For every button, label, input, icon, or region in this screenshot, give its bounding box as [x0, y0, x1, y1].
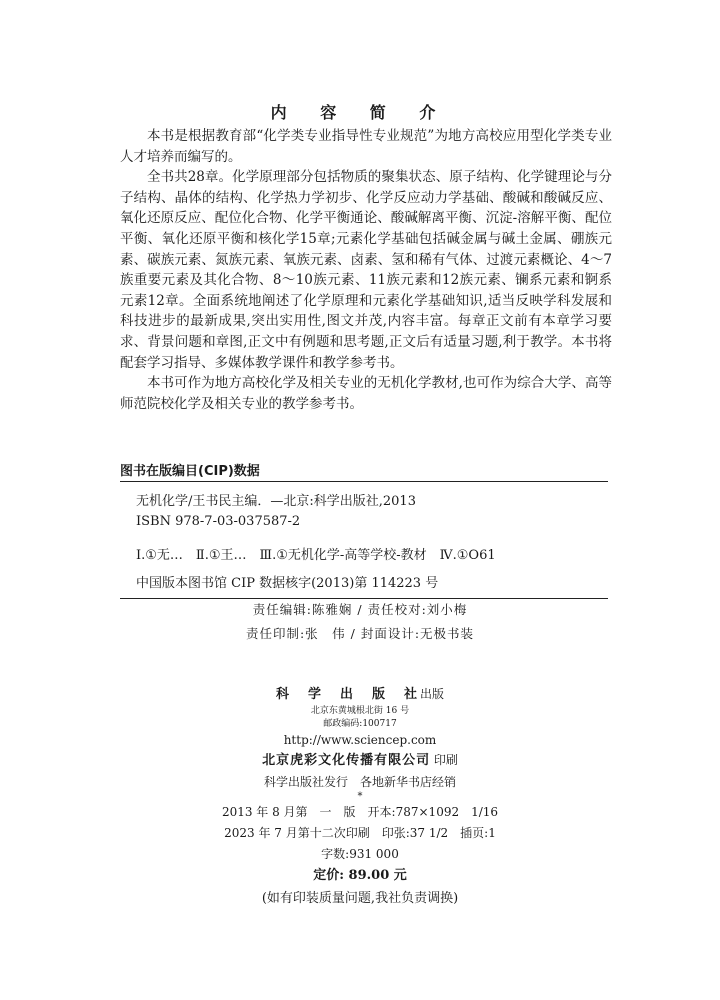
printer-name: 北京虎彩文化传播有限公司 [262, 753, 431, 768]
cip-line-title: 无机化学/王书民主编．—北京:科学出版社,2013 [136, 494, 416, 509]
quality-note: (如有印装质量问题,我社负责调换) [261, 891, 459, 906]
intro-paragraph: 全书共28章。化学原理部分包括物质的聚集状态、原子结构、化学键理论与分子结构、晶体的结构、化学热力学初步、化学反应动力学基础、酸碱和酸碱反应、氧化还原反应、配位化合物、化学平衡通论、酸碱解离平衡、沉淀-溶解平衡、配位平衡、氧化还原平衡和核化学15章;元素化学基础包括碱金属与碱土金属、硼族元素、碳族元素、氮族元素、氧族元素、卤素、氢和稀有气体、过渡元素概论、4～7族重要元素及其化合物、8～10族元素、11族元素和12族元素、镧系元素和锕系元素12章。全面系统地阐述了化学原理和元素化学基础知识,适当反映学科发展和科技进步的最新成果,突出实用性,图文并茂,内容丰富。每章正文前有本章学习要求、背景问题和章图,正文中有例题和思考题,正文后有适量习题,利于教学。本书将配套学习指导、多媒体教学课件和教学参考书。 [120, 169, 612, 371]
publisher-line [0, 684, 720, 705]
word-count: 字数:931 000 [321, 847, 399, 861]
cip-box [120, 481, 608, 599]
edition-line: 2013 年 8 月第 一 版 开本:787×1092 1/16 [221, 805, 499, 819]
page-title: 内 容 简 介 [270, 103, 450, 122]
intro-paragraph: 本书是根据教育部“化学类专业指导性专业规范”为地方高校应用型化学类专业人才培养而编写的。 [120, 128, 612, 165]
printer-line [0, 749, 720, 772]
editor-credits: 责任编辑:陈雅娴 / 责任校对:刘小梅 [252, 602, 468, 617]
distribution-line: 科学出版社发行 各地新华书店经销 [263, 775, 456, 789]
cip-line-record: 中国版本图书馆 CIP 数据核字(2013)第 114223 号 [136, 576, 439, 591]
imprint-section [0, 684, 720, 911]
intro-paragraph: 本书可作为地方高校化学及相关专业的无机化学教材,也可作为综合大学、高等师范院校化学及相关专业的教学参考书。 [120, 375, 612, 412]
cip-heading: 图书在版编目(CIP)数据 [120, 464, 260, 479]
printer-suffix: 印刷 [433, 753, 458, 767]
production-credits: 责任印制:张 伟 / 封面设计:无极书装 [245, 626, 475, 641]
publisher-address: 北京东黄城根北街 16 号 [310, 706, 410, 716]
price: 定价: 89.00 元 [313, 868, 407, 883]
publisher-name: 科 学 出 版 社 [275, 687, 420, 702]
separator-mark: * [357, 791, 363, 802]
cip-line-classification: Ⅰ.①无… Ⅱ.①王… Ⅲ.①无机化学-高等学校-教材 Ⅳ.①O61 [136, 548, 496, 563]
cip-line-isbn: ISBN 978-7-03-037587-2 [136, 514, 301, 529]
publisher-suffix: 出版 [420, 687, 445, 701]
printing-line: 2023 年 7 月第十二次印刷 印张:37 1/2 插页:1 [224, 826, 496, 840]
intro-section [120, 126, 612, 414]
publisher-postcode: 邮政编码:100717 [323, 719, 397, 729]
publisher-url: http://www.sciencep.com [283, 733, 437, 747]
